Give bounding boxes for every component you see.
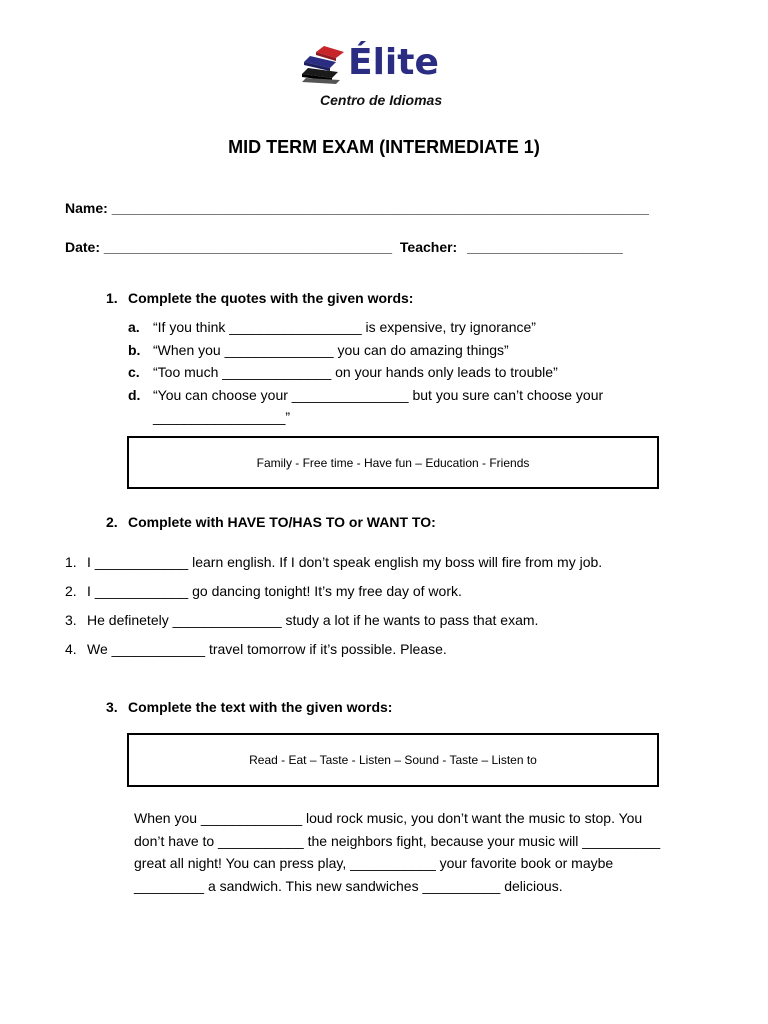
q2-item-label: 3. — [65, 612, 77, 628]
exam-title: MID TERM EXAM (INTERMEDIATE 1) — [228, 137, 540, 157]
q1-item-text: “When you ______________ you can do amazing things” — [153, 342, 509, 358]
q1-item-label: b. — [128, 342, 141, 358]
q2-item-label: 1. — [65, 554, 77, 570]
q3-word-box — [127, 733, 659, 787]
q1-word-box — [127, 436, 659, 489]
q1-item-text: “If you think _________________ is expensive, try ignorance” — [153, 319, 536, 335]
q3-paragraph-line: When you _____________ loud rock music, you don’t want the music to stop. You — [134, 810, 643, 826]
q2-item-text: I ____________ learn english. If I don’t speak english my boss will fire from my job. — [87, 554, 603, 570]
q1-number: 1. — [106, 290, 118, 306]
q1-item-label: d. — [128, 387, 141, 403]
q2-heading — [106, 514, 436, 530]
q3-word-box-text: Read - Eat – Taste - Listen – Sound - Taste – Listen to — [249, 753, 537, 767]
q3-heading — [106, 699, 392, 715]
teacher-blank[interactable]: ____________________ — [467, 239, 623, 255]
logo-subtitle: Centro de Idiomas — [320, 92, 443, 108]
q1-item-text: “Too much ______________ on your hands only leads to trouble” — [153, 364, 558, 380]
q2-item-label: 4. — [65, 641, 77, 657]
q1-word-box-text: Family - Free time - Have fun – Education - Friends — [256, 455, 530, 470]
q2-heading-text: Complete with HAVE TO/HAS TO or WANT TO: — [128, 514, 436, 530]
date-blank[interactable]: _____________________________________ — [103, 239, 392, 255]
q2-item-text: He definetely ______________ study a lot if he wants to pass that exam. — [87, 612, 539, 628]
name-blank[interactable]: _____________________________________________________________________ — [111, 200, 649, 216]
q3-heading-text: Complete the text with the given words: — [128, 699, 393, 715]
q2-item-text: We ____________ travel tomorrow if it’s possible. Please. — [87, 641, 447, 657]
q1-item-d-continued: _________________” — [153, 409, 291, 425]
q1-item-label: c. — [128, 364, 140, 380]
q2-item-label: 2. — [65, 583, 77, 599]
q1-item-text: “You can choose your _______________ but you sure can’t choose your — [153, 387, 604, 403]
date-label: Date: — [65, 239, 101, 255]
q3-paragraph-line: _________ a sandwich. This new sandwiches __________ delicious. — [134, 877, 563, 894]
name-row — [65, 200, 649, 216]
teacher-label: Teacher: — [399, 239, 458, 255]
books-stack-icon — [300, 44, 350, 86]
logo-wordmark: Élite — [348, 42, 439, 83]
q1-heading — [106, 290, 413, 306]
q2-item-text: I ____________ go dancing tonight! It’s my free day of work. — [87, 583, 462, 599]
q1-item-label: a. — [128, 319, 140, 335]
q3-paragraph-line: don’t have to ___________ the neighbors fight, because your music will __________ — [134, 832, 661, 849]
date-row — [65, 239, 623, 255]
q3-number: 3. — [106, 699, 118, 715]
name-label: Name: — [65, 200, 108, 216]
logo — [300, 42, 470, 112]
q3-paragraph — [134, 807, 724, 897]
q2-number: 2. — [106, 514, 118, 530]
q1-heading-text: Complete the quotes with the given words: — [128, 290, 414, 306]
q3-paragraph-line: great all night! You can press play, ___________ your favorite book or maybe — [134, 855, 614, 872]
